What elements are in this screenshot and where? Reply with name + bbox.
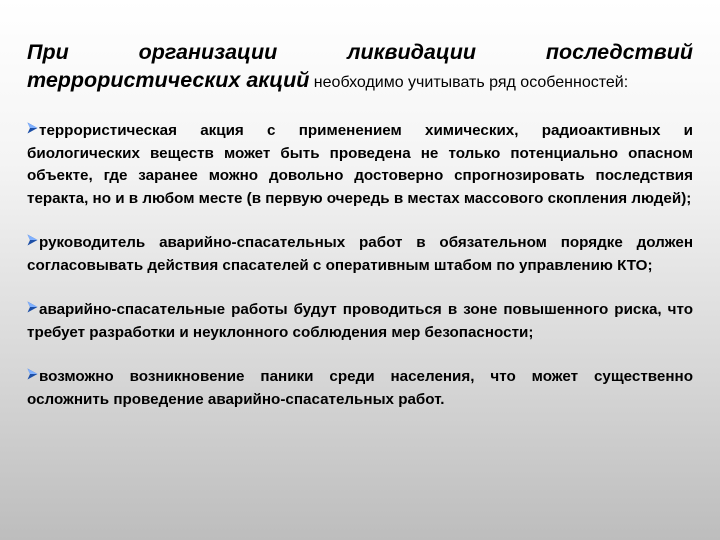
arrow-bullet-icon bbox=[27, 368, 38, 380]
bullet-text: аварийно-спасательные работы будут проводиться в зоне повышенного риска, что требует разработки и неуклонного соблюдения мер безопасности; bbox=[27, 301, 693, 341]
heading-rest: необходимо учитывать ряд особенностей: bbox=[309, 74, 629, 91]
slide-heading bbox=[27, 38, 693, 97]
arrow-bullet-icon bbox=[27, 301, 38, 313]
bullet-item bbox=[27, 232, 693, 277]
bullet-item bbox=[27, 120, 693, 210]
slide-content bbox=[27, 38, 693, 433]
arrow-bullet-icon bbox=[27, 122, 38, 134]
bullet-item bbox=[27, 366, 693, 411]
bullet-text: возможно возникновение паники среди населения, что может существенно осложнить проведение аварийно-спасательных работ. bbox=[27, 368, 693, 408]
arrow-bullet-icon bbox=[27, 234, 38, 246]
bullet-text: руководитель аварийно-спасательных работ в обязательном порядке должен согласовывать действия спасателей с оперативным штабом по управлению КТО; bbox=[27, 234, 693, 274]
bullet-text: террористическая акция с применением химических, радиоактивных и биологических веществ может быть проведена не только потенциально опасном объекте, где заранее можно довольно достоверно спрогнозировать последствия теракта, но и в любом месте (в первую очередь в местах массового скопления людей); bbox=[27, 122, 693, 207]
bullet-list bbox=[27, 120, 693, 411]
heading-emphasis: При организации ликвидации последствий террористических акций bbox=[27, 40, 693, 92]
bullet-item bbox=[27, 299, 693, 344]
